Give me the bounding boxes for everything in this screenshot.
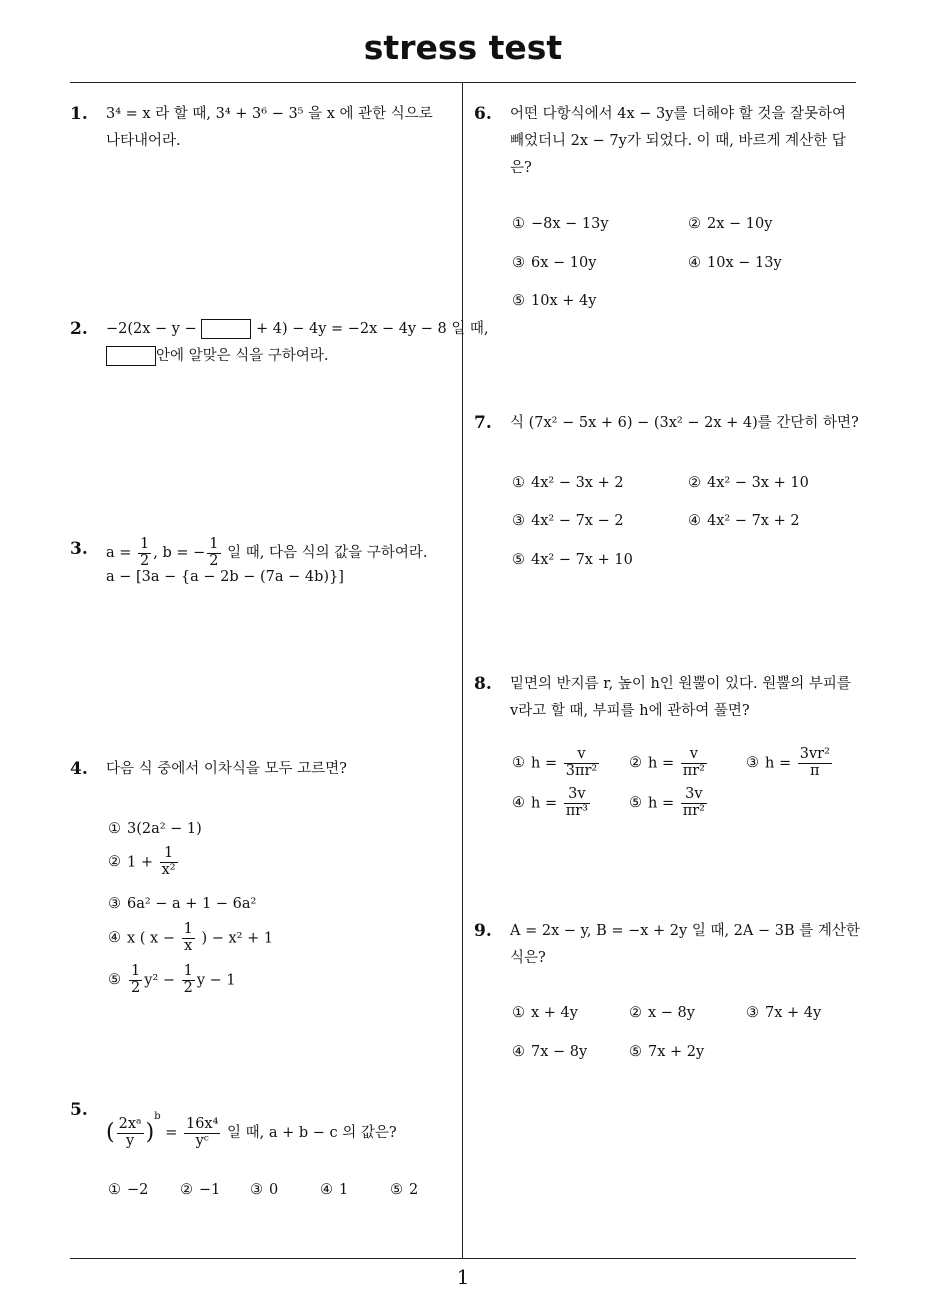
top-rule <box>70 82 856 83</box>
question-text: + 4) − 4y = −2x − 4y − 8 일 때, <box>251 321 489 337</box>
question-number: 6. <box>474 104 492 124</box>
fraction: $\frac{v}{\text{3πr²}}$ <box>565 746 598 779</box>
choice-3[interactable]: ③ 6a² − a + 1 − 6a² <box>108 896 257 912</box>
question-number: 4. <box>70 759 88 779</box>
fraction: $\frac{3v}{\text{πr³}}$ <box>565 786 588 819</box>
fraction: $\frac{1}{2}$ <box>131 963 141 996</box>
choice-3[interactable]: ③ 7x + 4y <box>746 1005 822 1021</box>
question-text: a = <box>106 545 137 561</box>
choice-2[interactable]: ② 2x − 10y <box>688 216 773 232</box>
answer-blank-box <box>201 319 251 339</box>
choice-3[interactable]: ③ 4x² − 7x − 2 <box>512 513 624 529</box>
fraction: $\frac{1}{2}$ <box>209 535 219 569</box>
question-text: 밑면의 반지름 r, 높이 h인 원뿔이 있다. 원뿔의 부피를 <box>510 676 851 692</box>
choice-1[interactable]: ① 4x² − 3x + 2 <box>512 475 624 491</box>
page-title: stress test <box>363 28 563 67</box>
choice-1[interactable]: ① −8x − 13y <box>512 216 609 232</box>
question-number: 2. <box>70 319 88 339</box>
question-text: 은? <box>510 160 532 176</box>
choice-2[interactable]: ② −1 <box>180 1182 221 1198</box>
question-text: 식 (7x² − 5x + 6) − (3x² − 2x + 4)를 간단히 하면? <box>510 415 859 431</box>
question-number: 3. <box>70 539 88 559</box>
expression: a − [3a − {a − 2b − (7a − 4b)}] <box>106 569 344 585</box>
question-text: 빼었더니 2x − 7y가 되었다. 이 때, 바르게 계산한 답 <box>510 133 846 149</box>
choice-4[interactable]: ④ 4x² − 7x + 2 <box>688 513 800 529</box>
choice-5[interactable]: ⑤ 2 <box>390 1182 419 1198</box>
choice-1[interactable]: ① h = $\frac{v}{\text{3πr²}}$ <box>512 746 598 779</box>
fraction: $\frac{\text{16x⁴}}{\text{yᶜ}}$ <box>185 1115 219 1149</box>
question-text: 식은? <box>510 950 546 966</box>
choice-5[interactable]: ⑤ h = $\frac{3v}{\text{πr²}}$ <box>629 786 705 819</box>
choice-4[interactable]: ④ h = $\frac{3v}{\text{πr³}}$ <box>512 786 588 819</box>
fraction: $\frac{3v}{\text{πr²}}$ <box>682 786 705 819</box>
fraction: $\frac{1}{2}$ <box>140 535 150 569</box>
column-divider <box>462 82 463 1258</box>
choice-2[interactable]: ② x − 8y <box>629 1005 695 1021</box>
choice-3[interactable]: ③ 0 <box>250 1182 279 1198</box>
choice-1[interactable]: ① x + 4y <box>512 1005 578 1021</box>
choice-2[interactable]: ② 1 + $\frac{1}{\text{x²}}$ <box>108 845 176 878</box>
choice-2[interactable]: ② h = $\frac{v}{\text{πr²}}$ <box>629 746 705 779</box>
fraction: $\frac{1}{2}$ <box>183 963 193 996</box>
choice-5[interactable]: ⑤ 7x + 2y <box>629 1044 705 1060</box>
question-text: 3⁴ = x 라 할 때, 3⁴ + 3⁶ − 3⁵ 을 x 에 관한 식으로 <box>106 106 433 122</box>
question-text: 일 때, a + b − c 의 값은? <box>222 1125 397 1141</box>
fraction: $\frac{v}{\text{πr²}}$ <box>682 746 705 779</box>
choice-3[interactable]: ③ 6x − 10y <box>512 255 597 271</box>
question-number: 8. <box>474 674 492 694</box>
question-number: 5. <box>70 1100 88 1120</box>
choice-5[interactable]: ⑤ 4x² − 7x + 10 <box>512 552 633 568</box>
question-text: , b = − <box>153 545 206 561</box>
question-number: 9. <box>474 921 492 941</box>
question-text: −2(2x − y − <box>106 321 202 337</box>
answer-blank-box <box>106 346 156 366</box>
choice-2[interactable]: ② 4x² − 3x + 10 <box>688 475 809 491</box>
choice-3[interactable]: ③ h = $\frac{\text{3vr²}}{\pi}$ <box>746 746 830 779</box>
bottom-rule <box>70 1258 856 1259</box>
question-number: 7. <box>474 413 492 433</box>
choice-4[interactable]: ④ 1 <box>320 1182 349 1198</box>
question-text: 나타내어라. <box>106 133 181 149</box>
fraction: $\frac{\text{3vr²}}{\pi}$ <box>799 746 830 779</box>
question-text: 안에 알맞은 식을 구하여라. <box>156 348 329 364</box>
question-text: 일 때, 다음 식의 값을 구하여라. <box>222 545 428 561</box>
fraction: $\frac{\text{2xᵃ}}{y}$ <box>118 1115 142 1149</box>
question-text: 어떤 다항식에서 4x − 3y를 더해야 할 것을 잘못하여 <box>510 106 846 122</box>
choice-5[interactable]: ⑤ 10x + 4y <box>512 293 597 309</box>
choice-4[interactable]: ④ 7x − 8y <box>512 1044 588 1060</box>
fraction: $\frac{1}{x}$ <box>183 921 193 954</box>
choice-4[interactable]: ④ x ( x − $\frac{1}{x}$ ) − x² + 1 <box>108 921 274 954</box>
question-text: 다음 식 중에서 이차식을 모두 고르면? <box>106 761 347 777</box>
choice-1[interactable]: ① 3(2a² − 1) <box>108 821 202 837</box>
page-number: 1 <box>456 1265 470 1289</box>
fraction: $\frac{1}{\text{x²}}$ <box>161 845 176 878</box>
choice-4[interactable]: ④ 10x − 13y <box>688 255 782 271</box>
question-text: v라고 할 때, 부피를 h에 관하여 풀면? <box>510 703 750 719</box>
choice-5[interactable]: ⑤ $\frac{1}{2}$ y² − $\frac{1}{2}$ y − 1 <box>108 963 236 996</box>
question-number: 1. <box>70 104 88 124</box>
question-text: A = 2x − y, B = −x + 2y 일 때, 2A − 3B 를 계산한 <box>510 923 860 939</box>
choice-1[interactable]: ① −2 <box>108 1182 149 1198</box>
